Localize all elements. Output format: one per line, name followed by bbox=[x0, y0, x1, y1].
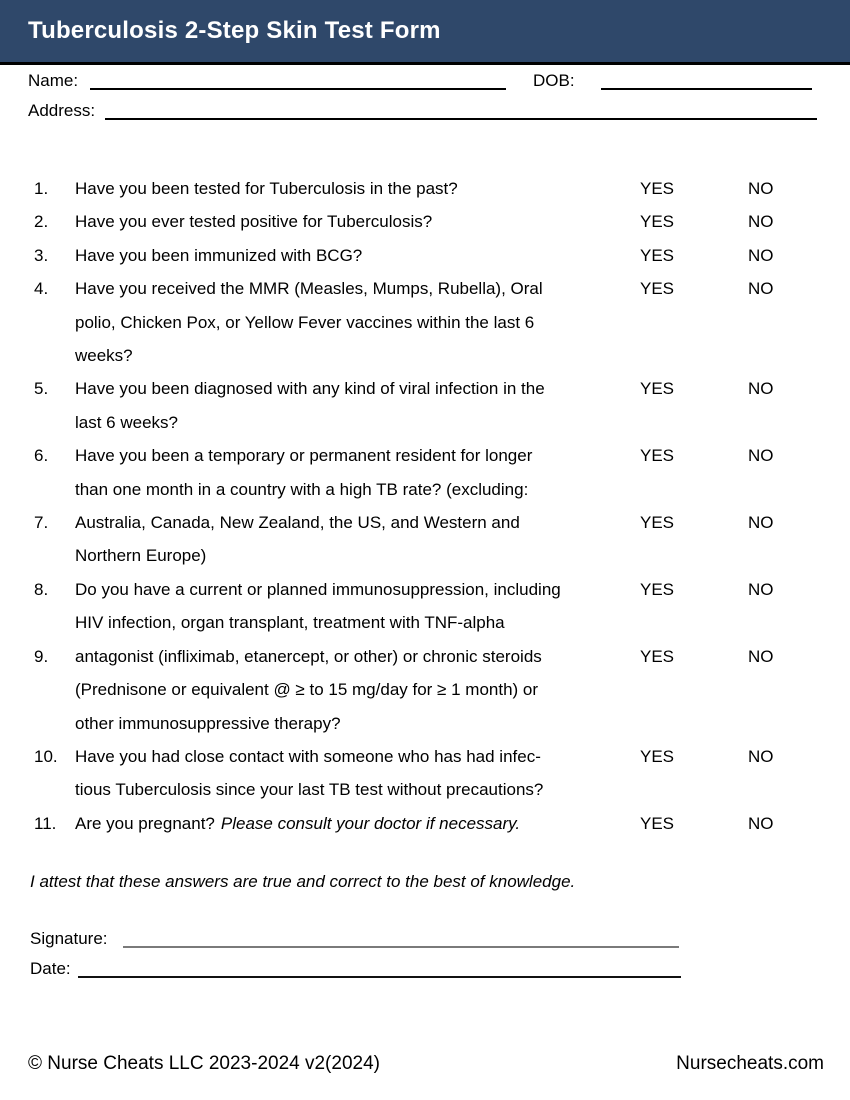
signature-field[interactable] bbox=[123, 946, 679, 948]
question-text bbox=[75, 640, 635, 740]
no-option[interactable]: NO bbox=[748, 579, 774, 599]
question-row bbox=[0, 172, 850, 205]
no-option[interactable]: NO bbox=[748, 646, 774, 666]
question-number: 11. bbox=[34, 813, 57, 833]
question-text-line: Have you received the MMR (Measles, Mumps, Rubella), Oral bbox=[75, 279, 543, 299]
question-number: 6. bbox=[34, 446, 49, 466]
question-text bbox=[75, 239, 635, 272]
yes-option[interactable]: YES bbox=[640, 646, 675, 666]
question-text bbox=[75, 573, 635, 640]
question-number: 5. bbox=[34, 379, 49, 399]
question-note-italic: Please consult your doctor if necessary. bbox=[220, 813, 521, 833]
question-number: 2. bbox=[34, 212, 49, 232]
question-text-line: than one month in a country with a high TB rate? (excluding: bbox=[75, 479, 529, 499]
yes-option[interactable]: YES bbox=[640, 746, 675, 766]
question-text-line: Do you have a current or planned immunosuppression, including bbox=[75, 579, 561, 599]
question-row bbox=[0, 740, 850, 807]
question-text-line: Have you been diagnosed with any kind of viral infection in the bbox=[75, 379, 545, 399]
yes-option[interactable]: YES bbox=[640, 446, 675, 466]
question-text-line: HIV infection, organ transplant, treatment with TNF-alpha bbox=[75, 613, 505, 633]
yes-option[interactable]: YES bbox=[640, 813, 675, 833]
no-option[interactable]: NO bbox=[748, 179, 774, 198]
question-text-line: last 6 weeks? bbox=[75, 412, 178, 432]
date-label: Date: bbox=[30, 959, 71, 978]
attestation-statement: I attest that these answers are true and correct to the best of knowledge. bbox=[30, 872, 576, 891]
question-row bbox=[0, 239, 850, 272]
question-text bbox=[75, 740, 635, 807]
page-title: Tuberculosis 2-Step Skin Test Form bbox=[28, 17, 441, 44]
question-number: 7. bbox=[34, 513, 49, 533]
no-option[interactable]: NO bbox=[748, 279, 774, 299]
yes-option[interactable]: YES bbox=[640, 579, 675, 599]
question-number: 1. bbox=[34, 179, 49, 198]
header-banner bbox=[0, 0, 850, 65]
address-field[interactable] bbox=[105, 118, 817, 120]
question-text-line: tious Tuberculosis since your last TB test without precautions? bbox=[75, 780, 544, 800]
question-text bbox=[75, 172, 635, 205]
dob-field[interactable] bbox=[601, 88, 812, 90]
question-text-line: antagonist (infliximab, etanercept, or other) or chronic steroids bbox=[75, 646, 542, 666]
question-text-line: polio, Chicken Pox, or Yellow Fever vaccines within the last 6 bbox=[75, 312, 535, 332]
footer-website[interactable]: Nursecheats.com bbox=[676, 1053, 824, 1074]
question-text-line: weeks? bbox=[75, 346, 133, 366]
question-row bbox=[0, 506, 850, 573]
question-row bbox=[0, 573, 850, 640]
question-text-line: (Prednisone or equivalent @ ≥ to 15 mg/day for ≥ 1 month) or bbox=[75, 680, 539, 700]
question-text bbox=[75, 506, 635, 573]
question-text-line: Australia, Canada, New Zealand, the US, and Western and bbox=[75, 513, 520, 533]
question-text bbox=[75, 439, 635, 506]
yes-option[interactable]: YES bbox=[640, 513, 675, 533]
question-number: 4. bbox=[34, 279, 49, 299]
no-option[interactable]: NO bbox=[748, 245, 774, 265]
question-text bbox=[75, 807, 635, 840]
question-row bbox=[0, 640, 850, 740]
question-text-line: Have you been a temporary or permanent resident for longer bbox=[75, 446, 533, 466]
footer-copyright: © Nurse Cheats LLC 2023-2024 v2(2024) bbox=[28, 1053, 380, 1074]
question-text-line: Are you pregnant? Please consult your doctor if necessary. bbox=[75, 813, 521, 833]
yes-option[interactable]: YES bbox=[640, 212, 675, 232]
signature-label: Signature: bbox=[30, 929, 108, 948]
address-label: Address: bbox=[28, 101, 96, 120]
no-option[interactable]: NO bbox=[748, 212, 774, 232]
question-text bbox=[75, 272, 635, 372]
question-text-line: other immunosuppressive therapy? bbox=[75, 713, 341, 733]
yes-option[interactable]: YES bbox=[640, 279, 675, 299]
dob-label: DOB: bbox=[533, 71, 575, 90]
question-number: 3. bbox=[34, 245, 49, 265]
question-text bbox=[75, 372, 635, 439]
question-row bbox=[0, 272, 850, 372]
name-label: Name: bbox=[28, 71, 79, 90]
no-option[interactable]: NO bbox=[748, 513, 774, 533]
no-option[interactable]: NO bbox=[748, 446, 774, 466]
question-text-line: Have you had close contact with someone who has had infec- bbox=[75, 746, 541, 766]
no-option[interactable]: NO bbox=[748, 746, 774, 766]
question-text-line: Have you been tested for Tuberculosis in the past? bbox=[75, 179, 458, 198]
question-text-line: Have you been immunized with BCG? bbox=[75, 245, 363, 265]
no-option[interactable]: NO bbox=[748, 379, 774, 399]
yes-option[interactable]: YES bbox=[640, 379, 675, 399]
question-number: 10. bbox=[34, 746, 58, 766]
date-field[interactable] bbox=[78, 976, 681, 978]
name-field[interactable] bbox=[90, 88, 506, 90]
question-row bbox=[0, 205, 850, 238]
question-text bbox=[75, 205, 635, 238]
question-row bbox=[0, 372, 850, 439]
question-number: 8. bbox=[34, 579, 49, 599]
question-text-line: Northern Europe) bbox=[75, 546, 207, 566]
yes-option[interactable]: YES bbox=[640, 179, 675, 198]
question-text-line: Have you ever tested positive for Tuberculosis? bbox=[75, 212, 433, 232]
question-number: 9. bbox=[34, 646, 49, 666]
questions-list bbox=[0, 172, 850, 840]
no-option[interactable]: NO bbox=[748, 813, 774, 833]
yes-option[interactable]: YES bbox=[640, 245, 675, 265]
question-row bbox=[0, 439, 850, 506]
question-row bbox=[0, 807, 850, 840]
